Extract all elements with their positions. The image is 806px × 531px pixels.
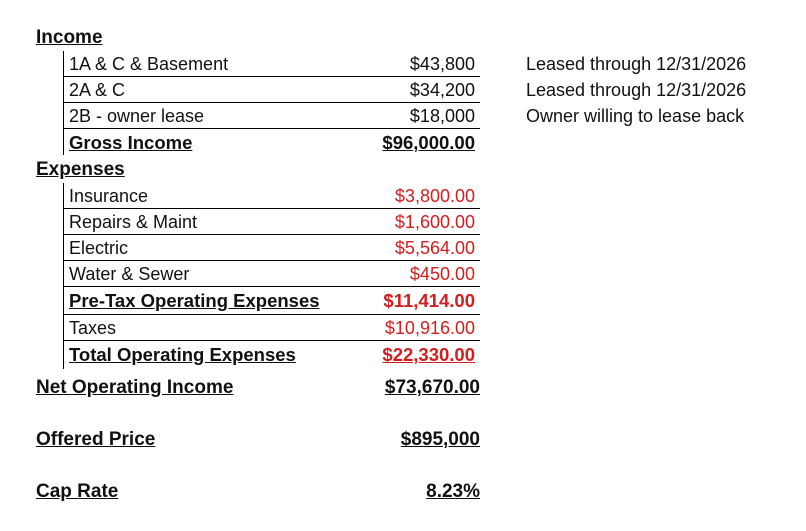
cap-rate-row[interactable] [36, 478, 480, 506]
gross-income-row[interactable] [64, 129, 480, 157]
expense-row[interactable] [64, 209, 480, 235]
offered-price-row[interactable] [36, 426, 480, 454]
lease-note: Leased through 12/31/2026 [526, 80, 747, 100]
lease-note: Owner willing to lease back [526, 106, 745, 126]
taxes-row[interactable] [64, 315, 480, 341]
income-row-label: 2A & C [69, 80, 126, 100]
noi-label: Net Operating Income [36, 377, 234, 398]
taxes-label: Taxes [69, 318, 117, 338]
noi-value: $73,670.00 [384, 377, 480, 398]
expense-row-label: Repairs & Maint [69, 212, 198, 232]
income-heading: Income [36, 27, 103, 48]
offered-price-value: $895,000 [400, 429, 480, 450]
income-row-value: $18,000 [409, 106, 475, 126]
lease-note: Leased through 12/31/2026 [526, 54, 747, 74]
pretax-expenses-value: $11,414.00 [383, 290, 475, 311]
expenses-heading: Expenses [36, 159, 125, 180]
expense-row-value: $450.00 [409, 264, 475, 284]
income-row-value: $34,200 [409, 80, 475, 100]
gross-income-label: Gross Income [69, 132, 193, 153]
pretax-expenses-row[interactable] [64, 287, 480, 315]
taxes-value: $10,916.00 [384, 318, 475, 338]
expense-row-label: Water & Sewer [69, 264, 190, 284]
expense-row-value: $1,600.00 [394, 212, 475, 232]
expense-row-label: Electric [69, 238, 129, 258]
income-row-value: $43,800 [409, 54, 475, 74]
income-row-label: 1A & C & Basement [69, 54, 229, 74]
cap-rate-label: Cap Rate [36, 481, 119, 502]
expense-row-label: Insurance [69, 186, 149, 206]
expense-row[interactable] [64, 235, 480, 261]
expense-row[interactable] [64, 183, 480, 209]
gross-income-value: $96,000.00 [382, 132, 475, 153]
income-row[interactable] [64, 77, 480, 103]
expense-row[interactable] [64, 261, 480, 287]
total-expenses-value: $22,330.00 [382, 344, 475, 365]
total-expenses-label: Total Operating Expenses [69, 344, 296, 365]
offered-price-label: Offered Price [36, 429, 156, 450]
pretax-expenses-label: Pre-Tax Operating Expenses [69, 290, 320, 311]
income-row-label: 2B - owner lease [69, 106, 205, 126]
income-row[interactable] [64, 103, 480, 129]
total-expenses-row[interactable] [64, 341, 480, 369]
net-operating-income-row[interactable] [36, 374, 480, 402]
income-row[interactable] [64, 51, 480, 77]
expense-row-value: $3,800.00 [394, 186, 475, 206]
cap-rate-value: 8.23% [426, 481, 480, 502]
expense-row-value: $5,564.00 [394, 238, 475, 258]
